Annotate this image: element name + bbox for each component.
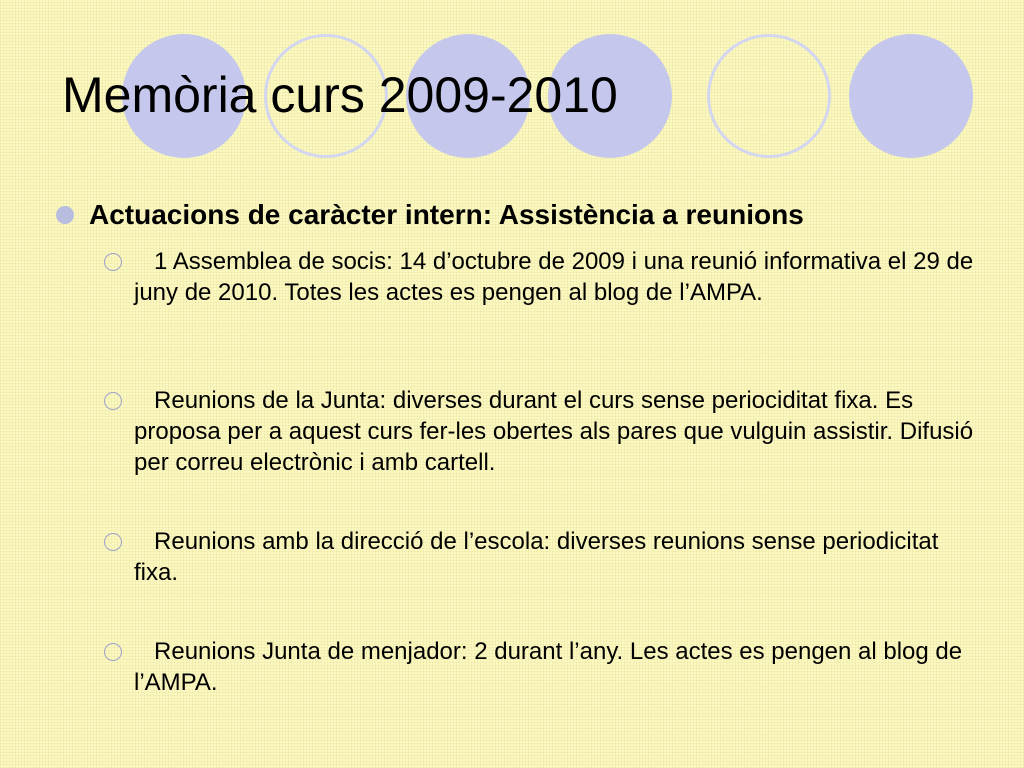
ring-bullet-icon [104, 643, 122, 661]
ring-bullet-icon [104, 533, 122, 551]
decorative-ring-2 [707, 34, 831, 158]
list-item [104, 636, 984, 698]
list-item [104, 246, 984, 308]
filled-circle-bullet-icon [56, 206, 74, 224]
list-item [104, 385, 984, 478]
list-item-text: Reunions amb la direcció de l’escola: diverses reunions sense periodicitat fixa. [134, 528, 939, 586]
decorative-circle-4 [849, 34, 973, 158]
section-heading [56, 195, 804, 235]
list-item-text: 1 Assemblea de socis: 14 d’octubre de 2009 i una reunió informativa el 29 de juny de 2010. Totes les actes es pengen al blog de l’AMPA. [134, 248, 974, 306]
list-item [104, 526, 984, 588]
ring-bullet-icon [104, 253, 122, 271]
section-heading-text: Actuacions de caràcter intern: Assistència a reunions [89, 199, 804, 230]
list-item-text: Reunions Junta de menjador: 2 durant l’any. Les actes es pengen al blog de l’AMPA. [134, 638, 963, 696]
ring-bullet-icon [104, 392, 122, 410]
slide-title: Memòria curs 2009-2010 [62, 67, 618, 123]
list-item-text: Reunions de la Junta: diverses durant el curs sense periociditat fixa. Es proposa per a aquest curs fer-les obertes als pares que vulguin assistir. Difusió per correu electrònic i amb cartell. [134, 387, 974, 476]
